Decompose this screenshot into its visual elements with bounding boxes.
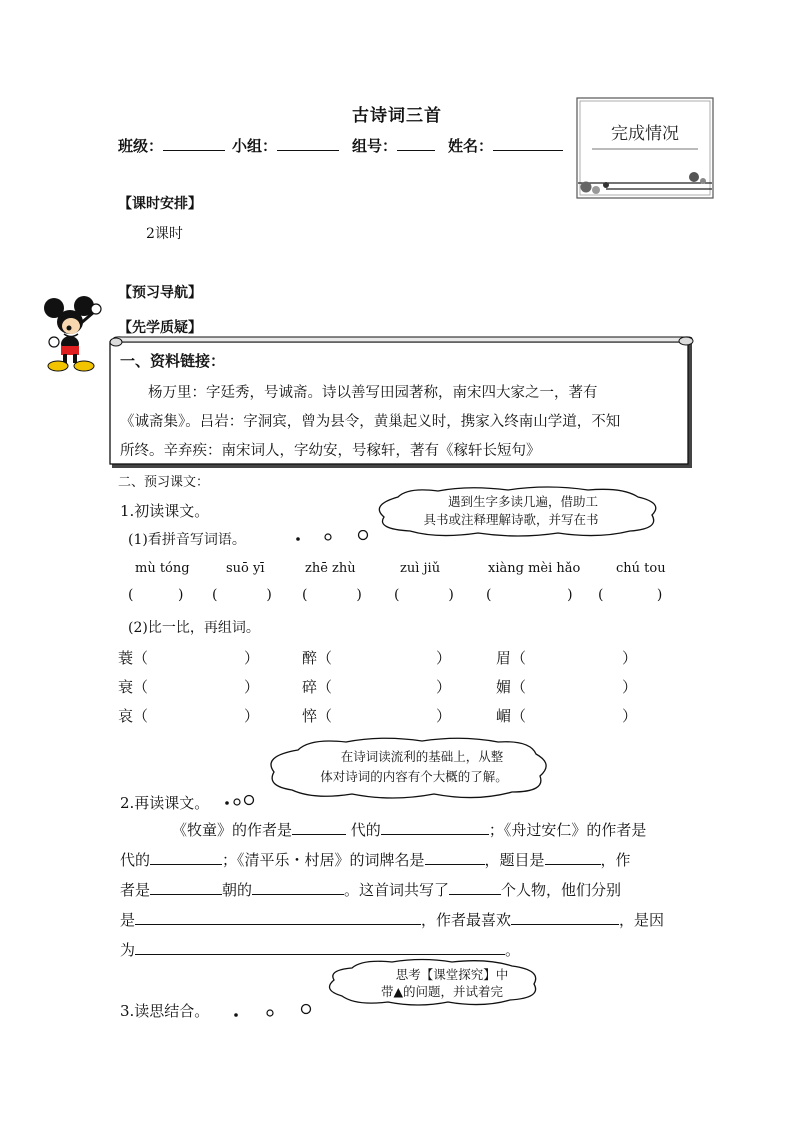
fill-text: ，作: [600, 851, 631, 869]
bubble-3-line-2: 带▲的问题，并试着完: [380, 984, 504, 999]
fill-text: 朝的: [222, 881, 253, 899]
fill-text: ，作者最喜欢: [421, 911, 512, 929]
compare-char: 衰（: [118, 678, 149, 696]
blank-title[interactable]: [545, 850, 601, 865]
part2-heading: 二、预习课文：: [118, 475, 210, 490]
tip-bubble-3: [322, 958, 548, 1008]
completion-box-frame: [576, 97, 714, 199]
blank-author[interactable]: [252, 880, 344, 895]
pinyin-5: xiàng mèi hǎo: [488, 561, 581, 576]
compare-3-3[interactable]: 嵋（ ）: [496, 707, 638, 725]
scroll-line-1: 杨万里：字廷秀，号诚斋。诗以善写田园著称，南宋四大家之一，著有: [148, 385, 598, 401]
fill-line-4: [120, 908, 680, 932]
blank-favorite[interactable]: [511, 910, 619, 925]
tip-bubble-2: [262, 736, 552, 802]
group-field: [232, 135, 339, 156]
compare-char: 蓑（: [118, 649, 149, 667]
fill-text: 为: [120, 941, 136, 959]
blank-mutong-dynasty[interactable]: [381, 820, 489, 835]
bubble-1-line-2: 具书或注释理解诗歌，并写在书: [423, 512, 599, 527]
compare-2-1[interactable]: 衰（ ）: [118, 678, 260, 696]
pinyin-4: zuì jiǔ: [400, 561, 441, 576]
preview-heading: 【预习导航】: [118, 285, 202, 301]
compare-1-2[interactable]: 醉（ ）: [302, 649, 452, 667]
pinyin-3: zhē zhù: [305, 561, 356, 576]
fill-text: 。这首词共写了: [344, 881, 450, 899]
fill-text: 代的: [350, 821, 381, 839]
schedule-heading: 【课时安排】: [118, 196, 202, 212]
thought-dots-3: [228, 1000, 318, 1020]
prelearn-heading: 【先学质疑】: [118, 320, 202, 336]
blank-reason[interactable]: [135, 940, 505, 955]
fill-text: 代的: [120, 851, 151, 869]
group-number-blank[interactable]: [397, 136, 435, 151]
schedule-value: 2课时: [146, 226, 183, 242]
fill-text: 是: [120, 911, 136, 929]
pinyin-6: chú tou: [616, 561, 666, 576]
item3-label: 3.读思结合。: [120, 1002, 210, 1020]
fill-text: ；《清平乐・村居》的词牌名是: [222, 851, 425, 869]
group-number-field: [352, 135, 435, 156]
pinyin-answer-6[interactable]: ( ): [598, 587, 663, 603]
blank-mutong-author[interactable]: [292, 820, 346, 835]
item1-label: 1.初读课文。: [120, 502, 210, 520]
group-number-label: 组号：: [352, 137, 398, 155]
bubble-2-line-2: 体对诗词的内容有个大概的了解。: [320, 769, 508, 784]
fill-line-3: [120, 878, 680, 902]
cartoon-mouse-icon: [40, 294, 104, 374]
fill-line-2: [120, 848, 680, 872]
completion-label: 完成情况: [611, 124, 679, 144]
group-blank[interactable]: [277, 136, 339, 151]
blank-zhouguo-author[interactable]: [150, 850, 222, 865]
compare-char: 醉（: [302, 649, 333, 667]
item1a-label: (1)看拼音写词语。: [128, 532, 246, 548]
thought-dots-2: [222, 792, 282, 808]
bubble-3-line-1: 思考【课堂探究】中: [395, 967, 509, 982]
compare-char: 悴（: [302, 707, 333, 725]
group-label: 小组：: [232, 137, 278, 155]
name-label: 姓名：: [448, 137, 494, 155]
name-blank[interactable]: [493, 136, 563, 151]
fill-text: 《牧童》的作者是: [172, 821, 293, 839]
pinyin-answer-5[interactable]: ( ): [486, 587, 573, 603]
blank-cipai[interactable]: [425, 850, 485, 865]
compare-char: 嵋（: [496, 707, 527, 725]
compare-1-3[interactable]: 眉（ ）: [496, 649, 638, 667]
fill-line-1: [120, 818, 676, 842]
compare-char: 碎（: [302, 678, 333, 696]
compare-char: 媚（: [496, 678, 527, 696]
fill-text: ，题目是: [484, 851, 545, 869]
item2-label: 2.再读课文。: [120, 794, 210, 812]
page-title: 古诗词三首: [352, 106, 442, 126]
blank-count[interactable]: [449, 880, 501, 895]
completion-box: [576, 97, 714, 199]
item1b-label: (2)比一比，再组词。: [128, 620, 260, 636]
pinyin-2: suō yī: [226, 561, 265, 576]
name-field: [448, 135, 563, 156]
pinyin-answer-3[interactable]: ( ): [302, 587, 362, 603]
compare-2-2[interactable]: 碎（ ）: [302, 678, 452, 696]
blank-dynasty[interactable]: [150, 880, 222, 895]
pinyin-answer-2[interactable]: ( ): [212, 587, 272, 603]
bubble-2-line-1: 在诗词读流利的基础上，从整: [340, 749, 504, 764]
compare-1-1[interactable]: 蓑（ ）: [118, 649, 260, 667]
scroll-line-2: 《诚斋集》。吕岩：字洞宾，曾为县令，黄巢起义时，携家入终南山学道，不知: [120, 414, 621, 430]
bubble-1-line-1: 遇到生字多读几遍，借助工: [447, 494, 598, 509]
class-field: [118, 135, 225, 156]
tip-bubble-1: [368, 485, 668, 539]
reference-scroll: [108, 336, 698, 470]
scroll-heading: 一、资料链接：: [120, 352, 226, 370]
compare-3-2[interactable]: 悴（ ）: [302, 707, 452, 725]
fill-text: 个人物，他们分别: [501, 881, 622, 899]
fill-text: 者是: [120, 881, 151, 899]
pinyin-answer-4[interactable]: ( ): [394, 587, 454, 603]
class-label: 班级：: [118, 137, 164, 155]
compare-char: 哀（: [118, 707, 149, 725]
compare-char: 眉（: [496, 649, 527, 667]
scroll-line-3: 所终。辛弃疾：南宋词人，字幼安，号稼轩，著有《稼轩长短句》: [120, 443, 541, 459]
fill-text: ，是因: [619, 911, 665, 929]
thought-dots-1: [294, 529, 374, 543]
pinyin-1: mù tóng: [135, 561, 190, 576]
compare-3-1[interactable]: 哀（ ）: [118, 707, 260, 725]
compare-2-3[interactable]: 媚（ ）: [496, 678, 638, 696]
pinyin-answer-1[interactable]: ( ): [128, 587, 184, 603]
class-blank[interactable]: [163, 136, 225, 151]
fill-text: 。: [505, 941, 521, 959]
blank-people[interactable]: [135, 910, 421, 925]
fill-text: ；《舟过安仁》的作者是: [488, 821, 647, 839]
